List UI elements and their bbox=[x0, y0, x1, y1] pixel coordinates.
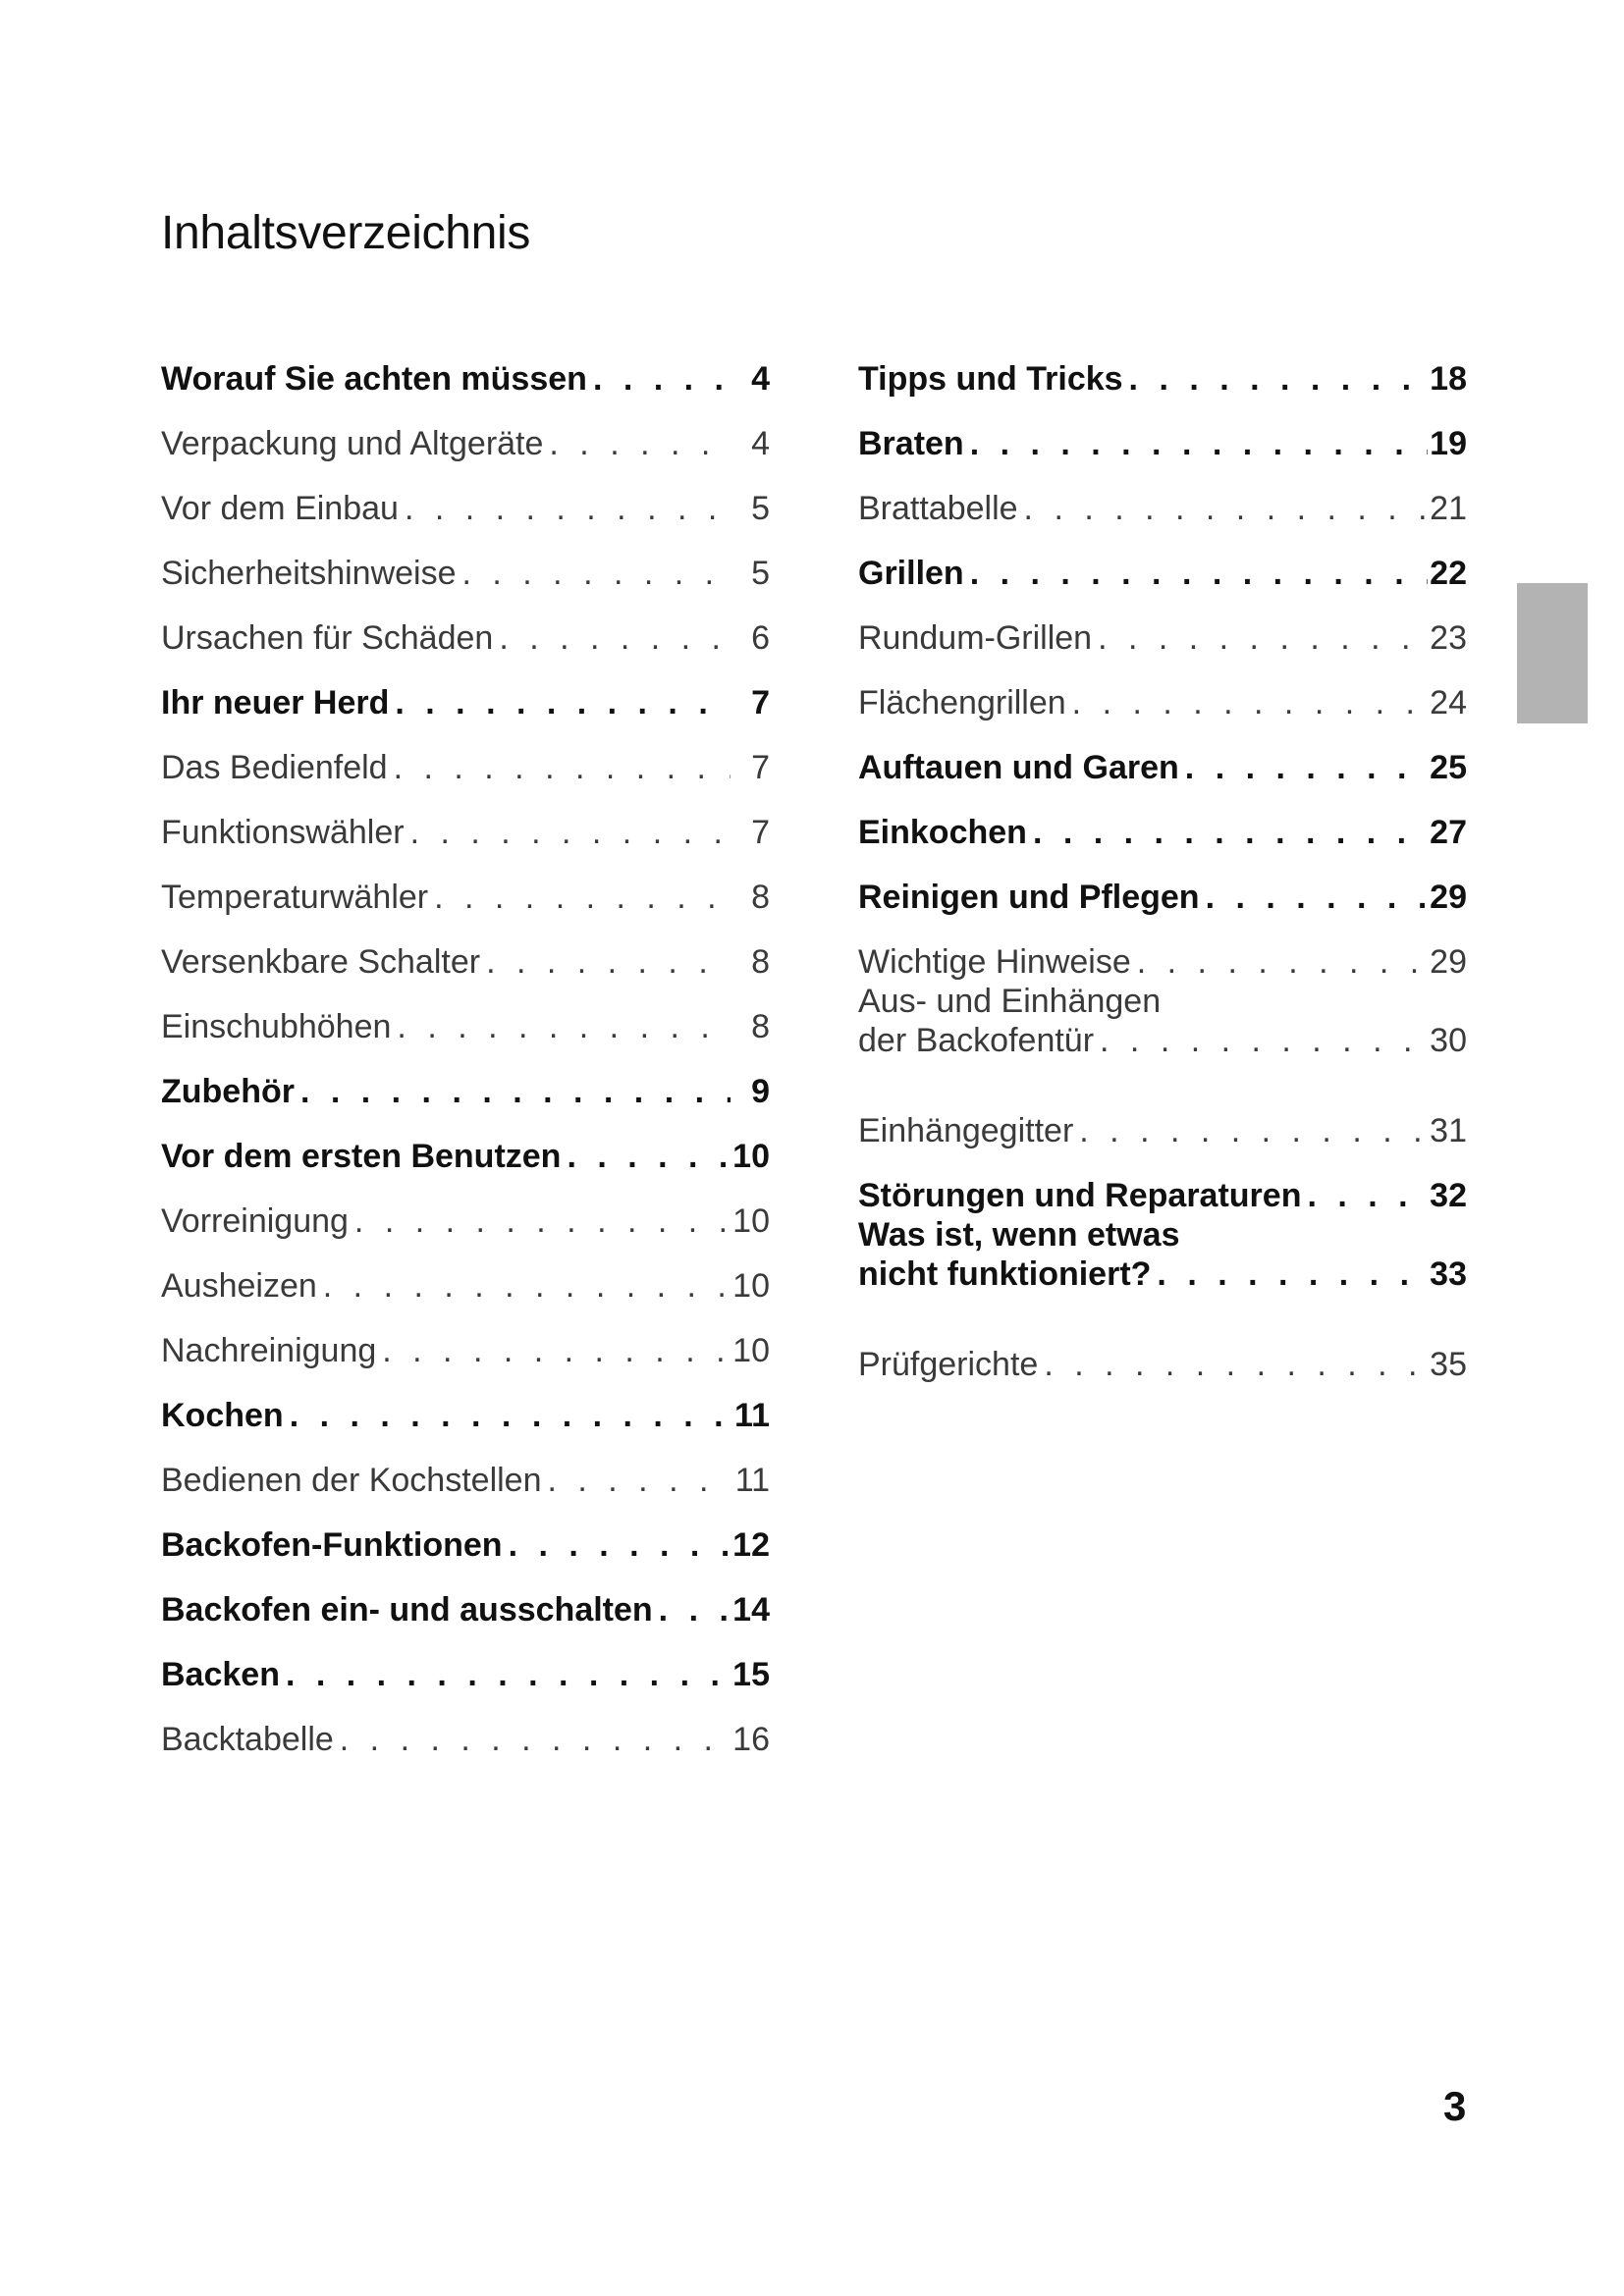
toc-entry[interactable] bbox=[161, 1629, 770, 1694]
dot-leader bbox=[280, 1655, 731, 1694]
toc-entry-line2 bbox=[858, 1021, 1467, 1060]
dot-leader bbox=[1151, 1255, 1428, 1294]
toc-entry-label: Vorreinigung bbox=[161, 1202, 349, 1240]
toc-entry-label: Versenkbare Schalter bbox=[161, 943, 481, 981]
toc-entry-page: 6 bbox=[751, 619, 770, 657]
toc-entry-page: 31 bbox=[1430, 1112, 1467, 1149]
toc-entry-label: Wichtige Hinweise bbox=[858, 943, 1131, 981]
toc-entry[interactable] bbox=[161, 1241, 770, 1306]
toc-entry-label: Ursachen für Schäden bbox=[161, 619, 494, 657]
toc-entry[interactable] bbox=[161, 787, 770, 852]
toc-entry-label: Rundum-Grillen bbox=[858, 619, 1093, 657]
toc-right-column bbox=[858, 334, 1467, 1384]
toc-entry-label: Einhängegitter bbox=[858, 1112, 1074, 1149]
dot-leader bbox=[295, 1072, 731, 1111]
toc-entry[interactable] bbox=[161, 1370, 770, 1435]
dot-leader bbox=[493, 618, 731, 658]
toc-entry[interactable] bbox=[858, 787, 1467, 852]
toc-entry-label: Sicherheitshinweise bbox=[161, 555, 457, 592]
dot-leader bbox=[1066, 683, 1428, 722]
toc-entry-label: Zubehör bbox=[161, 1073, 295, 1110]
dot-leader bbox=[561, 1137, 731, 1176]
toc-entry-page: 7 bbox=[751, 749, 770, 786]
toc-entry-label: Worauf Sie achten müssen bbox=[161, 360, 587, 398]
toc-entry-page: 12 bbox=[732, 1526, 770, 1564]
dot-leader bbox=[1301, 1176, 1428, 1215]
toc-entry[interactable] bbox=[858, 463, 1467, 528]
toc-entry-page: 25 bbox=[1430, 749, 1467, 786]
dot-leader bbox=[964, 424, 1428, 463]
toc-entry-page: 15 bbox=[732, 1656, 770, 1693]
dot-leader bbox=[457, 554, 731, 593]
toc-entry-label: Einschubhöhen bbox=[161, 1008, 392, 1045]
toc-entry-label: Bedienen der Kochstellen bbox=[161, 1462, 542, 1499]
dot-leader bbox=[542, 1461, 731, 1500]
toc-entry-label: Was ist, wenn etwas bbox=[858, 1216, 1180, 1254]
toc-entry-page: 29 bbox=[1430, 943, 1467, 981]
toc-entry-label: Auftauen und Garen bbox=[858, 749, 1179, 786]
toc-entry-page: 35 bbox=[1430, 1346, 1467, 1383]
toc-entry[interactable] bbox=[161, 917, 770, 982]
toc-entry[interactable] bbox=[161, 982, 770, 1046]
toc-entry-label: Grillen bbox=[858, 555, 964, 592]
toc-entry-page: 33 bbox=[1430, 1255, 1467, 1293]
toc-entry-label: Flächengrillen bbox=[858, 684, 1066, 721]
dot-leader bbox=[405, 813, 731, 852]
toc-entry-page: 10 bbox=[732, 1138, 770, 1175]
toc-entry-page: 8 bbox=[751, 943, 770, 981]
toc-entry-page: 16 bbox=[732, 1721, 770, 1758]
toc-entry-label-continued: der Backofentür bbox=[858, 1022, 1095, 1059]
toc-entry-page: 7 bbox=[751, 684, 770, 721]
toc-entry[interactable] bbox=[858, 593, 1467, 658]
toc-entry-label: Tipps und Tricks bbox=[858, 360, 1123, 398]
toc-entry[interactable] bbox=[161, 1111, 770, 1176]
toc-entry-page: 22 bbox=[1430, 555, 1467, 592]
dot-leader bbox=[399, 489, 731, 528]
toc-entry-page: 19 bbox=[1430, 425, 1467, 462]
toc-entry-label: Prüfgerichte bbox=[858, 1346, 1039, 1383]
toc-entry-label: Vor dem Einbau bbox=[161, 490, 399, 527]
toc-entry[interactable] bbox=[161, 1176, 770, 1241]
page-number: 3 bbox=[1443, 2083, 1467, 2129]
toc-entry-page: 30 bbox=[1430, 1022, 1467, 1059]
dot-leader bbox=[389, 683, 731, 722]
dot-leader bbox=[334, 1720, 731, 1759]
toc-entry-label: Backen bbox=[161, 1656, 280, 1693]
toc-entry-page: 9 bbox=[751, 1073, 770, 1110]
section-marker-tab bbox=[1517, 583, 1588, 723]
toc-entry-label: Kochen bbox=[161, 1397, 284, 1434]
dot-leader bbox=[1179, 748, 1428, 787]
toc-entry-label: Störungen und Reparaturen bbox=[858, 1177, 1302, 1214]
toc-entry[interactable] bbox=[858, 1319, 1467, 1384]
dot-leader bbox=[388, 748, 731, 787]
toc-entry[interactable] bbox=[858, 1150, 1467, 1215]
toc-entry-page: 5 bbox=[751, 555, 770, 592]
toc-entry-page: 4 bbox=[751, 425, 770, 462]
toc-entry[interactable] bbox=[161, 1694, 770, 1759]
toc-entry-label: Ausheizen bbox=[161, 1267, 317, 1305]
toc-entry[interactable] bbox=[858, 852, 1467, 917]
toc-entry-page: 10 bbox=[732, 1332, 770, 1369]
dot-leader bbox=[317, 1266, 731, 1306]
dot-leader bbox=[543, 424, 731, 463]
toc-entry-page: 4 bbox=[751, 360, 770, 398]
toc-entry-label: Aus- und Einhängen bbox=[858, 983, 1162, 1020]
toc-entry[interactable] bbox=[161, 1306, 770, 1370]
toc-entry-label: Verpackung und Altgeräte bbox=[161, 425, 544, 462]
toc-entry[interactable] bbox=[858, 528, 1467, 593]
page-title: Inhaltsverzeichnis bbox=[161, 207, 531, 259]
toc-entry[interactable] bbox=[161, 399, 770, 463]
toc-entry[interactable] bbox=[858, 722, 1467, 787]
dot-leader bbox=[653, 1590, 731, 1629]
toc-entry-page: 8 bbox=[751, 879, 770, 916]
dot-leader bbox=[1038, 1345, 1428, 1384]
toc-entry-label: Braten bbox=[858, 425, 964, 462]
toc-entry[interactable] bbox=[161, 1046, 770, 1111]
toc-entry-label: Vor dem ersten Benutzen bbox=[161, 1138, 562, 1175]
toc-entry-label: Reinigen und Pflegen bbox=[858, 879, 1200, 916]
toc-entry-label: Ihr neuer Herd bbox=[161, 684, 390, 721]
toc-entry[interactable] bbox=[858, 399, 1467, 463]
toc-entry-label: Temperaturwähler bbox=[161, 879, 429, 916]
toc-entry-label: Das Bedienfeld bbox=[161, 749, 388, 786]
dot-leader bbox=[1094, 1021, 1428, 1060]
toc-entry[interactable] bbox=[161, 593, 770, 658]
toc-entry-page: 32 bbox=[1430, 1177, 1467, 1214]
toc-entry-page: 29 bbox=[1430, 879, 1467, 916]
toc-entry-page: 11 bbox=[734, 1462, 770, 1499]
dot-leader bbox=[1123, 359, 1428, 399]
toc-entry-label: Brattabelle bbox=[858, 490, 1018, 527]
toc-entry[interactable] bbox=[161, 1565, 770, 1629]
toc-entry[interactable] bbox=[858, 1086, 1467, 1150]
toc-entry-label: Funktionswähler bbox=[161, 814, 405, 851]
toc-entry-page: 5 bbox=[751, 490, 770, 527]
dot-leader bbox=[1027, 813, 1428, 852]
toc-entry[interactable] bbox=[858, 917, 1467, 982]
toc-entry-page: 18 bbox=[1430, 360, 1467, 398]
toc-entry-page: 10 bbox=[732, 1267, 770, 1305]
toc-entry[interactable] bbox=[161, 1435, 770, 1500]
toc-entry[interactable] bbox=[858, 658, 1467, 722]
toc-entry-page: 21 bbox=[1430, 490, 1467, 527]
dot-leader bbox=[284, 1396, 731, 1435]
toc-entry[interactable] bbox=[161, 658, 770, 722]
toc-entry-label: Backofen-Funktionen bbox=[161, 1526, 503, 1564]
toc-entry-line2 bbox=[858, 1255, 1467, 1294]
dot-leader bbox=[587, 359, 731, 399]
dot-leader bbox=[503, 1525, 731, 1565]
dot-leader bbox=[1018, 489, 1428, 528]
toc-left-column bbox=[161, 334, 770, 1759]
toc-entry-label: Backtabelle bbox=[161, 1721, 334, 1758]
dot-leader bbox=[349, 1201, 731, 1241]
toc-entry[interactable] bbox=[161, 852, 770, 917]
toc-entry-label-continued: nicht funktioniert? bbox=[858, 1255, 1152, 1293]
toc-entry[interactable] bbox=[161, 528, 770, 593]
toc-entry-page: 10 bbox=[732, 1202, 770, 1240]
toc-entry-page: 27 bbox=[1430, 814, 1467, 851]
toc-entry-page: 24 bbox=[1430, 684, 1467, 721]
toc-entry-label: Nachreinigung bbox=[161, 1332, 377, 1369]
dot-leader bbox=[964, 554, 1428, 593]
toc-entry[interactable] bbox=[161, 722, 770, 787]
dot-leader bbox=[480, 942, 731, 982]
toc-entry-label: Backofen ein- und ausschalten bbox=[161, 1591, 653, 1629]
toc-entry-page: 7 bbox=[751, 814, 770, 851]
toc-entry-page: 23 bbox=[1430, 619, 1467, 657]
dot-leader bbox=[391, 1007, 731, 1046]
dot-leader bbox=[1073, 1111, 1428, 1150]
dot-leader bbox=[428, 878, 731, 917]
toc-entry-page: 14 bbox=[732, 1591, 770, 1629]
dot-leader bbox=[1092, 618, 1428, 658]
toc-entry-page: 11 bbox=[734, 1397, 770, 1434]
toc-entry[interactable] bbox=[858, 334, 1467, 399]
dot-leader bbox=[1131, 942, 1428, 982]
toc-entry[interactable] bbox=[858, 982, 1467, 1086]
dot-leader bbox=[1200, 878, 1428, 917]
toc-entry[interactable] bbox=[858, 1215, 1467, 1319]
toc-entry[interactable] bbox=[161, 334, 770, 399]
dot-leader bbox=[376, 1331, 731, 1370]
toc-entry[interactable] bbox=[161, 1500, 770, 1565]
toc-entry[interactable] bbox=[161, 463, 770, 528]
toc-entry-label: Einkochen bbox=[858, 814, 1027, 851]
toc-entry-page: 8 bbox=[751, 1008, 770, 1045]
